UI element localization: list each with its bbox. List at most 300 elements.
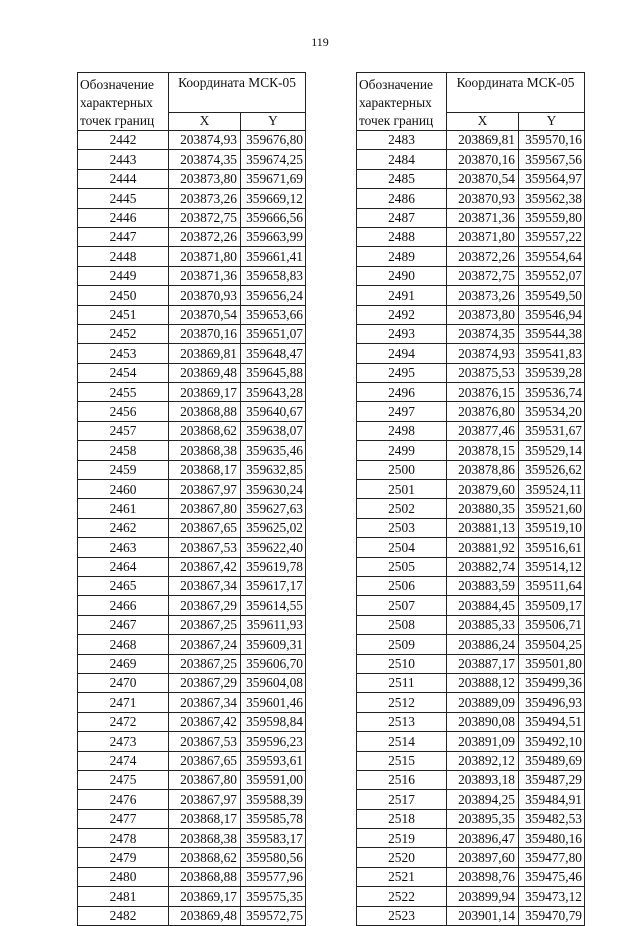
point-id-cell: 2493 [357, 324, 447, 343]
x-coordinate-cell: 203889,09 [447, 693, 519, 712]
x-coordinate-cell: 203893,18 [447, 770, 519, 789]
y-coordinate-cell: 359509,17 [519, 596, 585, 615]
x-coordinate-cell: 203879,60 [447, 480, 519, 499]
x-coordinate-cell: 203870,93 [169, 286, 241, 305]
y-coordinate-cell: 359671,69 [241, 169, 306, 188]
point-id-cell: 2510 [357, 654, 447, 673]
x-coordinate-cell: 203874,35 [447, 324, 519, 343]
point-id-cell: 2467 [78, 615, 169, 634]
table-row [78, 150, 306, 169]
point-id-cell: 2498 [357, 421, 447, 440]
table-row [357, 208, 585, 227]
x-coordinate-cell: 203878,86 [447, 460, 519, 479]
table-row [357, 635, 585, 654]
point-id-cell: 2479 [78, 848, 169, 867]
y-coordinate-cell: 359669,12 [241, 189, 306, 208]
table-row [357, 460, 585, 479]
x-coordinate-cell: 203872,75 [169, 208, 241, 227]
x-coordinate-cell: 203867,97 [169, 790, 241, 809]
y-coordinate-cell: 359506,71 [519, 615, 585, 634]
point-id-cell: 2482 [78, 906, 169, 925]
table-row [357, 383, 585, 402]
x-coordinate-cell: 203873,26 [447, 286, 519, 305]
x-coordinate-cell: 203870,54 [169, 305, 241, 324]
y-coordinate-cell: 359653,66 [241, 305, 306, 324]
table-row [78, 402, 306, 421]
table-row [78, 848, 306, 867]
x-coordinate-cell: 203876,15 [447, 383, 519, 402]
y-coordinate-cell: 359588,39 [241, 790, 306, 809]
table-row [78, 673, 306, 692]
y-coordinate-cell: 359539,28 [519, 363, 585, 382]
x-coordinate-cell: 203874,93 [447, 344, 519, 363]
coordinate-header: Координата МСК-05 [447, 73, 585, 113]
x-coordinate-cell: 203867,80 [169, 770, 241, 789]
x-coordinate-cell: 203869,81 [169, 344, 241, 363]
y-coordinate-cell: 359519,10 [519, 518, 585, 537]
y-coordinate-cell: 359544,38 [519, 324, 585, 343]
point-id-cell: 2476 [78, 790, 169, 809]
y-coordinate-cell: 359585,78 [241, 809, 306, 828]
point-id-cell: 2473 [78, 732, 169, 751]
point-id-cell: 2518 [357, 809, 447, 828]
x-coordinate-cell: 203890,08 [447, 712, 519, 731]
x-coordinate-cell: 203872,75 [447, 266, 519, 285]
point-id-cell: 2484 [357, 150, 447, 169]
point-id-cell: 2444 [78, 169, 169, 188]
x-coordinate-cell: 203870,54 [447, 169, 519, 188]
table-row [78, 305, 306, 324]
y-coordinate-cell: 359534,20 [519, 402, 585, 421]
point-id-cell: 2442 [78, 131, 169, 150]
table-row [357, 150, 585, 169]
y-coordinate-cell: 359552,07 [519, 266, 585, 285]
x-coordinate-cell: 203896,47 [447, 829, 519, 848]
point-id-cell: 2474 [78, 751, 169, 770]
y-coordinate-cell: 359648,47 [241, 344, 306, 363]
y-coordinate-cell: 359591,00 [241, 770, 306, 789]
table-row [78, 499, 306, 518]
point-id-cell: 2489 [357, 247, 447, 266]
y-coordinate-cell: 359609,31 [241, 635, 306, 654]
x-coordinate-cell: 203867,34 [169, 693, 241, 712]
table-row [357, 324, 585, 343]
point-id-cell: 2492 [357, 305, 447, 324]
designation-header: Обозначение характерных точек границ [78, 73, 169, 131]
table-row [357, 499, 585, 518]
x-coordinate-cell: 203867,97 [169, 480, 241, 499]
x-coordinate-cell: 203883,59 [447, 576, 519, 595]
table-row [357, 480, 585, 499]
point-id-cell: 2500 [357, 460, 447, 479]
y-coordinate-cell: 359572,75 [241, 906, 306, 925]
table-row [78, 363, 306, 382]
y-coordinate-cell: 359577,96 [241, 867, 306, 886]
y-coordinate-cell: 359622,40 [241, 538, 306, 557]
table-row [78, 732, 306, 751]
table-row [357, 654, 585, 673]
table-row [78, 189, 306, 208]
y-coordinate-cell: 359598,84 [241, 712, 306, 731]
x-coordinate-cell: 203867,29 [169, 673, 241, 692]
x-coordinate-cell: 203874,35 [169, 150, 241, 169]
point-id-cell: 2512 [357, 693, 447, 712]
table-row [78, 867, 306, 886]
point-id-cell: 2490 [357, 266, 447, 285]
y-coordinate-cell: 359562,38 [519, 189, 585, 208]
point-id-cell: 2469 [78, 654, 169, 673]
table-row [78, 615, 306, 634]
x-coordinate-cell: 203874,93 [169, 131, 241, 150]
y-coordinate-cell: 359554,64 [519, 247, 585, 266]
table-row [78, 635, 306, 654]
y-coordinate-cell: 359611,93 [241, 615, 306, 634]
point-id-cell: 2491 [357, 286, 447, 305]
table-row [78, 809, 306, 828]
point-id-cell: 2506 [357, 576, 447, 595]
x-coordinate-cell: 203876,80 [447, 402, 519, 421]
y-coordinate-cell: 359489,69 [519, 751, 585, 770]
point-id-cell: 2514 [357, 732, 447, 751]
x-coordinate-cell: 203867,65 [169, 518, 241, 537]
table-row [357, 848, 585, 867]
y-coordinate-cell: 359645,88 [241, 363, 306, 382]
table-row [357, 363, 585, 382]
point-id-cell: 2505 [357, 557, 447, 576]
y-coordinate-cell: 359567,56 [519, 150, 585, 169]
point-id-cell: 2471 [78, 693, 169, 712]
y-coordinate-cell: 359501,80 [519, 654, 585, 673]
table-row [78, 266, 306, 285]
y-coordinate-cell: 359546,94 [519, 305, 585, 324]
y-coordinate-cell: 359674,25 [241, 150, 306, 169]
y-coordinate-cell: 359580,56 [241, 848, 306, 867]
table-row [357, 344, 585, 363]
x-coordinate-cell: 203891,09 [447, 732, 519, 751]
y-coordinate-cell: 359658,83 [241, 266, 306, 285]
point-id-cell: 2499 [357, 441, 447, 460]
point-id-cell: 2485 [357, 169, 447, 188]
y-coordinate-cell: 359651,07 [241, 324, 306, 343]
x-coordinate-cell: 203881,92 [447, 538, 519, 557]
table-body-left [78, 131, 306, 926]
table-body-right [357, 131, 585, 926]
table-row [357, 732, 585, 751]
table-row [357, 673, 585, 692]
y-coordinate-cell: 359570,16 [519, 131, 585, 150]
table-row [357, 712, 585, 731]
table-row [357, 596, 585, 615]
y-coordinate-cell: 359564,97 [519, 169, 585, 188]
coordinate-header: Координата МСК-05 [169, 73, 306, 113]
table-row [357, 576, 585, 595]
table-row [78, 654, 306, 673]
point-id-cell: 2523 [357, 906, 447, 925]
y-coordinate-cell: 359638,07 [241, 421, 306, 440]
point-id-cell: 2519 [357, 829, 447, 848]
table-row [78, 383, 306, 402]
table-row [78, 538, 306, 557]
x-coordinate-cell: 203867,25 [169, 654, 241, 673]
y-coordinate-cell: 359666,56 [241, 208, 306, 227]
point-id-cell: 2470 [78, 673, 169, 692]
table-row [357, 829, 585, 848]
point-id-cell: 2451 [78, 305, 169, 324]
x-coordinate-cell: 203867,24 [169, 635, 241, 654]
x-coordinate-cell: 203873,80 [447, 305, 519, 324]
y-coordinate-cell: 359583,17 [241, 829, 306, 848]
table-row [357, 247, 585, 266]
x-coordinate-cell: 203880,35 [447, 499, 519, 518]
table-row [357, 305, 585, 324]
x-coordinate-cell: 203895,35 [447, 809, 519, 828]
table-row [357, 693, 585, 712]
table-row [78, 887, 306, 906]
table-row [78, 344, 306, 363]
table-row [357, 189, 585, 208]
y-coordinate-cell: 359643,28 [241, 383, 306, 402]
table-row [357, 441, 585, 460]
point-id-cell: 2475 [78, 770, 169, 789]
page-number: 119 [311, 35, 329, 49]
table-row [78, 712, 306, 731]
table-row [357, 790, 585, 809]
point-id-cell: 2448 [78, 247, 169, 266]
y-coordinate-cell: 359516,61 [519, 538, 585, 557]
x-coordinate-cell: 203868,88 [169, 867, 241, 886]
table-row [78, 518, 306, 537]
table-row [78, 208, 306, 227]
point-id-cell: 2496 [357, 383, 447, 402]
y-coordinate-cell: 359575,35 [241, 887, 306, 906]
x-coordinate-cell: 203868,17 [169, 809, 241, 828]
x-coordinate-cell: 203871,80 [447, 227, 519, 246]
x-coordinate-cell: 203868,88 [169, 402, 241, 421]
table-row [78, 596, 306, 615]
table-row [78, 693, 306, 712]
y-coordinate-cell: 359492,10 [519, 732, 585, 751]
y-coordinate-cell: 359604,08 [241, 673, 306, 692]
table-row [357, 266, 585, 285]
x-coordinate-cell: 203884,45 [447, 596, 519, 615]
y-coordinate-cell: 359557,22 [519, 227, 585, 246]
y-coordinate-cell: 359593,61 [241, 751, 306, 770]
y-coordinate-cell: 359470,79 [519, 906, 585, 925]
y-coordinate-cell: 359511,64 [519, 576, 585, 595]
x-coordinate-cell: 203867,80 [169, 499, 241, 518]
y-coordinate-cell: 359494,51 [519, 712, 585, 731]
point-id-cell: 2443 [78, 150, 169, 169]
table-row [78, 751, 306, 770]
x-coordinate-cell: 203869,17 [169, 887, 241, 906]
table-row [78, 169, 306, 188]
x-coordinate-cell: 203885,33 [447, 615, 519, 634]
x-coordinate-cell: 203871,36 [169, 266, 241, 285]
x-coordinate-cell: 203869,48 [169, 363, 241, 382]
point-id-cell: 2521 [357, 867, 447, 886]
x-coordinate-cell: 203888,12 [447, 673, 519, 692]
point-id-cell: 2458 [78, 441, 169, 460]
table-row [357, 809, 585, 828]
x-coordinate-cell: 203897,60 [447, 848, 519, 867]
point-id-cell: 2464 [78, 557, 169, 576]
table-row [357, 402, 585, 421]
point-id-cell: 2515 [357, 751, 447, 770]
table-row [357, 169, 585, 188]
y-coordinate-cell: 359630,24 [241, 480, 306, 499]
x-coordinate-cell: 203875,53 [447, 363, 519, 382]
x-coordinate-cell: 203867,34 [169, 576, 241, 595]
table-row [357, 867, 585, 886]
x-coordinate-cell: 203894,25 [447, 790, 519, 809]
y-coordinate-cell: 359524,11 [519, 480, 585, 499]
table-row [78, 324, 306, 343]
point-id-cell: 2501 [357, 480, 447, 499]
x-coordinate-cell: 203867,53 [169, 538, 241, 557]
x-coordinate-cell: 203868,62 [169, 421, 241, 440]
table-row [78, 460, 306, 479]
table-row [357, 770, 585, 789]
x-coordinate-cell: 203901,14 [447, 906, 519, 925]
y-coordinate-cell: 359499,36 [519, 673, 585, 692]
table-row [78, 227, 306, 246]
x-coordinate-cell: 203882,74 [447, 557, 519, 576]
table-row [78, 441, 306, 460]
x-coordinate-cell: 203899,94 [447, 887, 519, 906]
table-row [78, 247, 306, 266]
point-id-cell: 2497 [357, 402, 447, 421]
x-coordinate-cell: 203867,25 [169, 615, 241, 634]
y-coordinate-cell: 359617,17 [241, 576, 306, 595]
point-id-cell: 2450 [78, 286, 169, 305]
point-id-cell: 2472 [78, 712, 169, 731]
table-row [78, 576, 306, 595]
table-row [78, 790, 306, 809]
point-id-cell: 2522 [357, 887, 447, 906]
point-id-cell: 2483 [357, 131, 447, 150]
x-coordinate-cell: 203872,26 [447, 247, 519, 266]
x-coordinate-cell: 203867,65 [169, 751, 241, 770]
y-header: Y [241, 113, 306, 131]
y-coordinate-cell: 359536,74 [519, 383, 585, 402]
x-coordinate-cell: 203867,29 [169, 596, 241, 615]
point-id-cell: 2468 [78, 635, 169, 654]
point-id-cell: 2463 [78, 538, 169, 557]
table-row [78, 421, 306, 440]
point-id-cell: 2513 [357, 712, 447, 731]
point-id-cell: 2494 [357, 344, 447, 363]
x-header: X [447, 113, 519, 131]
x-coordinate-cell: 203881,13 [447, 518, 519, 537]
point-id-cell: 2462 [78, 518, 169, 537]
point-id-cell: 2502 [357, 499, 447, 518]
point-id-cell: 2507 [357, 596, 447, 615]
y-coordinate-cell: 359496,93 [519, 693, 585, 712]
point-id-cell: 2488 [357, 227, 447, 246]
x-coordinate-cell: 203870,16 [169, 324, 241, 343]
table-row [78, 829, 306, 848]
x-coordinate-cell: 203870,16 [447, 150, 519, 169]
x-coordinate-cell: 203867,53 [169, 732, 241, 751]
x-coordinate-cell: 203871,36 [447, 208, 519, 227]
point-id-cell: 2495 [357, 363, 447, 382]
x-coordinate-cell: 203886,24 [447, 635, 519, 654]
x-header: X [169, 113, 241, 131]
y-coordinate-cell: 359627,63 [241, 499, 306, 518]
y-coordinate-cell: 359480,16 [519, 829, 585, 848]
x-coordinate-cell: 203870,93 [447, 189, 519, 208]
table-row [78, 770, 306, 789]
table-row [357, 538, 585, 557]
y-coordinate-cell: 359614,55 [241, 596, 306, 615]
x-coordinate-cell: 203872,26 [169, 227, 241, 246]
point-id-cell: 2459 [78, 460, 169, 479]
y-coordinate-cell: 359526,62 [519, 460, 585, 479]
point-id-cell: 2520 [357, 848, 447, 867]
table-row [357, 557, 585, 576]
point-id-cell: 2487 [357, 208, 447, 227]
coordinates-table-left [77, 72, 306, 926]
y-coordinate-cell: 359487,29 [519, 770, 585, 789]
x-coordinate-cell: 203868,38 [169, 441, 241, 460]
x-coordinate-cell: 203868,62 [169, 848, 241, 867]
point-id-cell: 2480 [78, 867, 169, 886]
y-coordinate-cell: 359473,12 [519, 887, 585, 906]
point-id-cell: 2452 [78, 324, 169, 343]
table-row [357, 615, 585, 634]
table-row [357, 518, 585, 537]
point-id-cell: 2465 [78, 576, 169, 595]
point-id-cell: 2454 [78, 363, 169, 382]
x-coordinate-cell: 203868,38 [169, 829, 241, 848]
y-coordinate-cell: 359656,24 [241, 286, 306, 305]
x-coordinate-cell: 203867,42 [169, 557, 241, 576]
point-id-cell: 2477 [78, 809, 169, 828]
y-coordinate-cell: 359529,14 [519, 441, 585, 460]
x-coordinate-cell: 203898,76 [447, 867, 519, 886]
table-row [357, 887, 585, 906]
x-coordinate-cell: 203871,80 [169, 247, 241, 266]
table-row [78, 286, 306, 305]
y-coordinate-cell: 359475,46 [519, 867, 585, 886]
point-id-cell: 2461 [78, 499, 169, 518]
point-id-cell: 2453 [78, 344, 169, 363]
point-id-cell: 2447 [78, 227, 169, 246]
table-row [78, 480, 306, 499]
x-coordinate-cell: 203869,81 [447, 131, 519, 150]
table-row [357, 227, 585, 246]
point-id-cell: 2445 [78, 189, 169, 208]
point-id-cell: 2449 [78, 266, 169, 285]
point-id-cell: 2503 [357, 518, 447, 537]
y-coordinate-cell: 359635,46 [241, 441, 306, 460]
point-id-cell: 2455 [78, 383, 169, 402]
point-id-cell: 2511 [357, 673, 447, 692]
x-coordinate-cell: 203868,17 [169, 460, 241, 479]
point-id-cell: 2446 [78, 208, 169, 227]
y-header: Y [519, 113, 585, 131]
y-coordinate-cell: 359625,02 [241, 518, 306, 537]
y-coordinate-cell: 359514,12 [519, 557, 585, 576]
table-row [357, 906, 585, 925]
y-coordinate-cell: 359661,41 [241, 247, 306, 266]
table-row [357, 286, 585, 305]
point-id-cell: 2478 [78, 829, 169, 848]
x-coordinate-cell: 203869,48 [169, 906, 241, 925]
designation-header: Обозначение характерных точек границ [357, 73, 447, 131]
y-coordinate-cell: 359663,99 [241, 227, 306, 246]
point-id-cell: 2516 [357, 770, 447, 789]
